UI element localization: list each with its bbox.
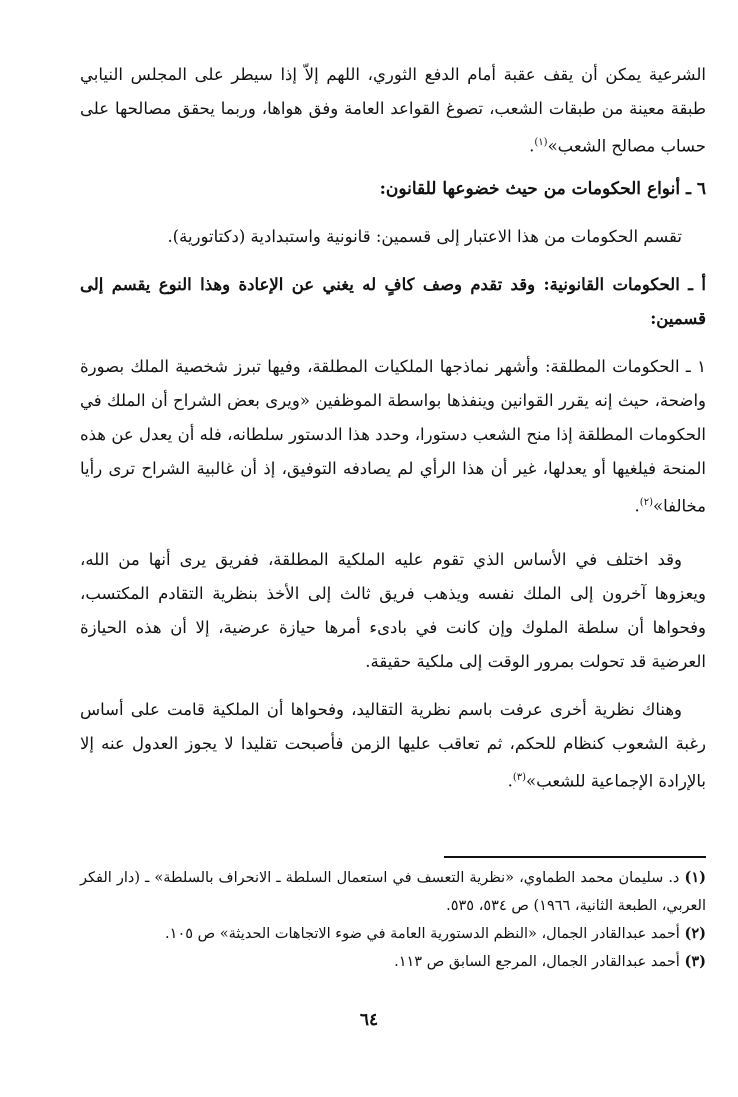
footnote-ref-2: (٢) xyxy=(639,496,653,508)
paragraph-1 xyxy=(80,58,706,164)
paragraph-3: أ ـ الحكومات القانونية: وقد تقدم وصف كافٍ له يغني عن الإعادة وهذا النوع يقسم إلى قسمين: xyxy=(80,274,706,328)
footnote-ref-1: (١) xyxy=(534,137,548,148)
footnote-2 xyxy=(80,920,706,948)
paragraph-6 xyxy=(80,693,706,799)
paragraph-5: وقد اختلف في الأساس الذي تقوم عليه الملكية المطلقة، ففريق يرى أنها من الله، ويعزوها آخرون إلى الملك نفسه ويذهب فريق ثالث إلى الأخذ بنظرية التقادم المكتسب، وفحواها أن سلطة الملوك وإن كانت في بادىء أمرها حيازة عرضية، إلا أن هذه الحيازة العرضية قد تحولت بمرور الوقت إلى ملكية حقيقة. xyxy=(80,550,706,671)
paragraph-2: تقسم الحكومات من هذا الاعتبار إلى قسمين: قانونية واستبدادية (دكتاتورية). xyxy=(167,226,682,246)
paragraph-4-text: ١ ـ الحكومات المطلقة: وأشهر نماذجها الملكيات المطلقة، وفيها تبرز شخصية الملك بصورة واضحة، حيث إنه يقرر القوانين وينفذها بواسطة الموظفين «ويرى بعض الشراح أن الملك في الحكومات المطلقة إذا منح الشعب دستورا، وحدد هذا الدستور سلطانه، فله أن يعدل عن هذه المنحة فيلغيها أو يعدلها، غير أن هذا الرأي لم يصادفه التوفيق، إذ أن غالبية الشراح ترى رأيا مخالفا» xyxy=(80,356,706,515)
footnote-3 xyxy=(80,948,706,976)
footnotes xyxy=(80,864,706,976)
footnote-separator xyxy=(444,856,706,858)
paragraph-4-end: . xyxy=(634,496,640,515)
footnote-ref-3: (٣) xyxy=(512,772,527,783)
footnote-1-text: د. سليمان محمد الطماوي، «نظرية التعسف في استعمال السلطة ـ الانحراف بالسلطة» ـ (دار الفكر العربي، الطبعة الثانية، ١٩٦٦) ص ٥٣٤، ٥٣٥. xyxy=(80,870,706,914)
section-heading-6: ٦ ـ أنواع الحكومات من حيث خضوعها للقانون: xyxy=(379,178,706,199)
footnote-2-number: (٢) xyxy=(684,925,706,942)
paragraph-6-text: وهناك نظرية أخرى عرفت باسم نظرية التقاليد، وفحواها أن الملكية قامت على أساس رغبة الشعوب كنظام للحكم، ثم تعاقب عليها الزمن فأصبحت تقليدا لا يجوز العدول عنه إلا بالإرادة الإجماعية للشعب» xyxy=(80,700,706,791)
paragraph-4 xyxy=(80,350,706,524)
footnote-2-text: أحمد عبدالقادر الجمال، «النظم الدستورية العامة في ضوء الاتجاهات الحديثة» ص ١٠٥. xyxy=(165,926,680,942)
paragraph-1-text: الشرعية يمكن أن يقف عقبة أمام الدفع الثوري، اللهم إلاّ إذا سيطر على المجلس النيابي طبقة معينة من طبقات الشعب، تصوغ القواعد العامة وفق هواها، وربما يحقق مصالحها على حساب مصالح الشعب» xyxy=(80,65,706,156)
page-number: ٦٤ xyxy=(359,1010,379,1030)
footnote-3-text: أحمد عبدالقادر الجمال، المرجع السابق ص ١١٣. xyxy=(394,954,680,970)
footnote-3-number: (٣) xyxy=(684,953,706,970)
paragraph-1-end: . xyxy=(529,136,535,156)
footnote-1-number: (١) xyxy=(684,869,706,886)
page-body xyxy=(80,58,706,799)
footnote-1 xyxy=(80,864,706,920)
paragraph-6-end: . xyxy=(507,771,513,791)
